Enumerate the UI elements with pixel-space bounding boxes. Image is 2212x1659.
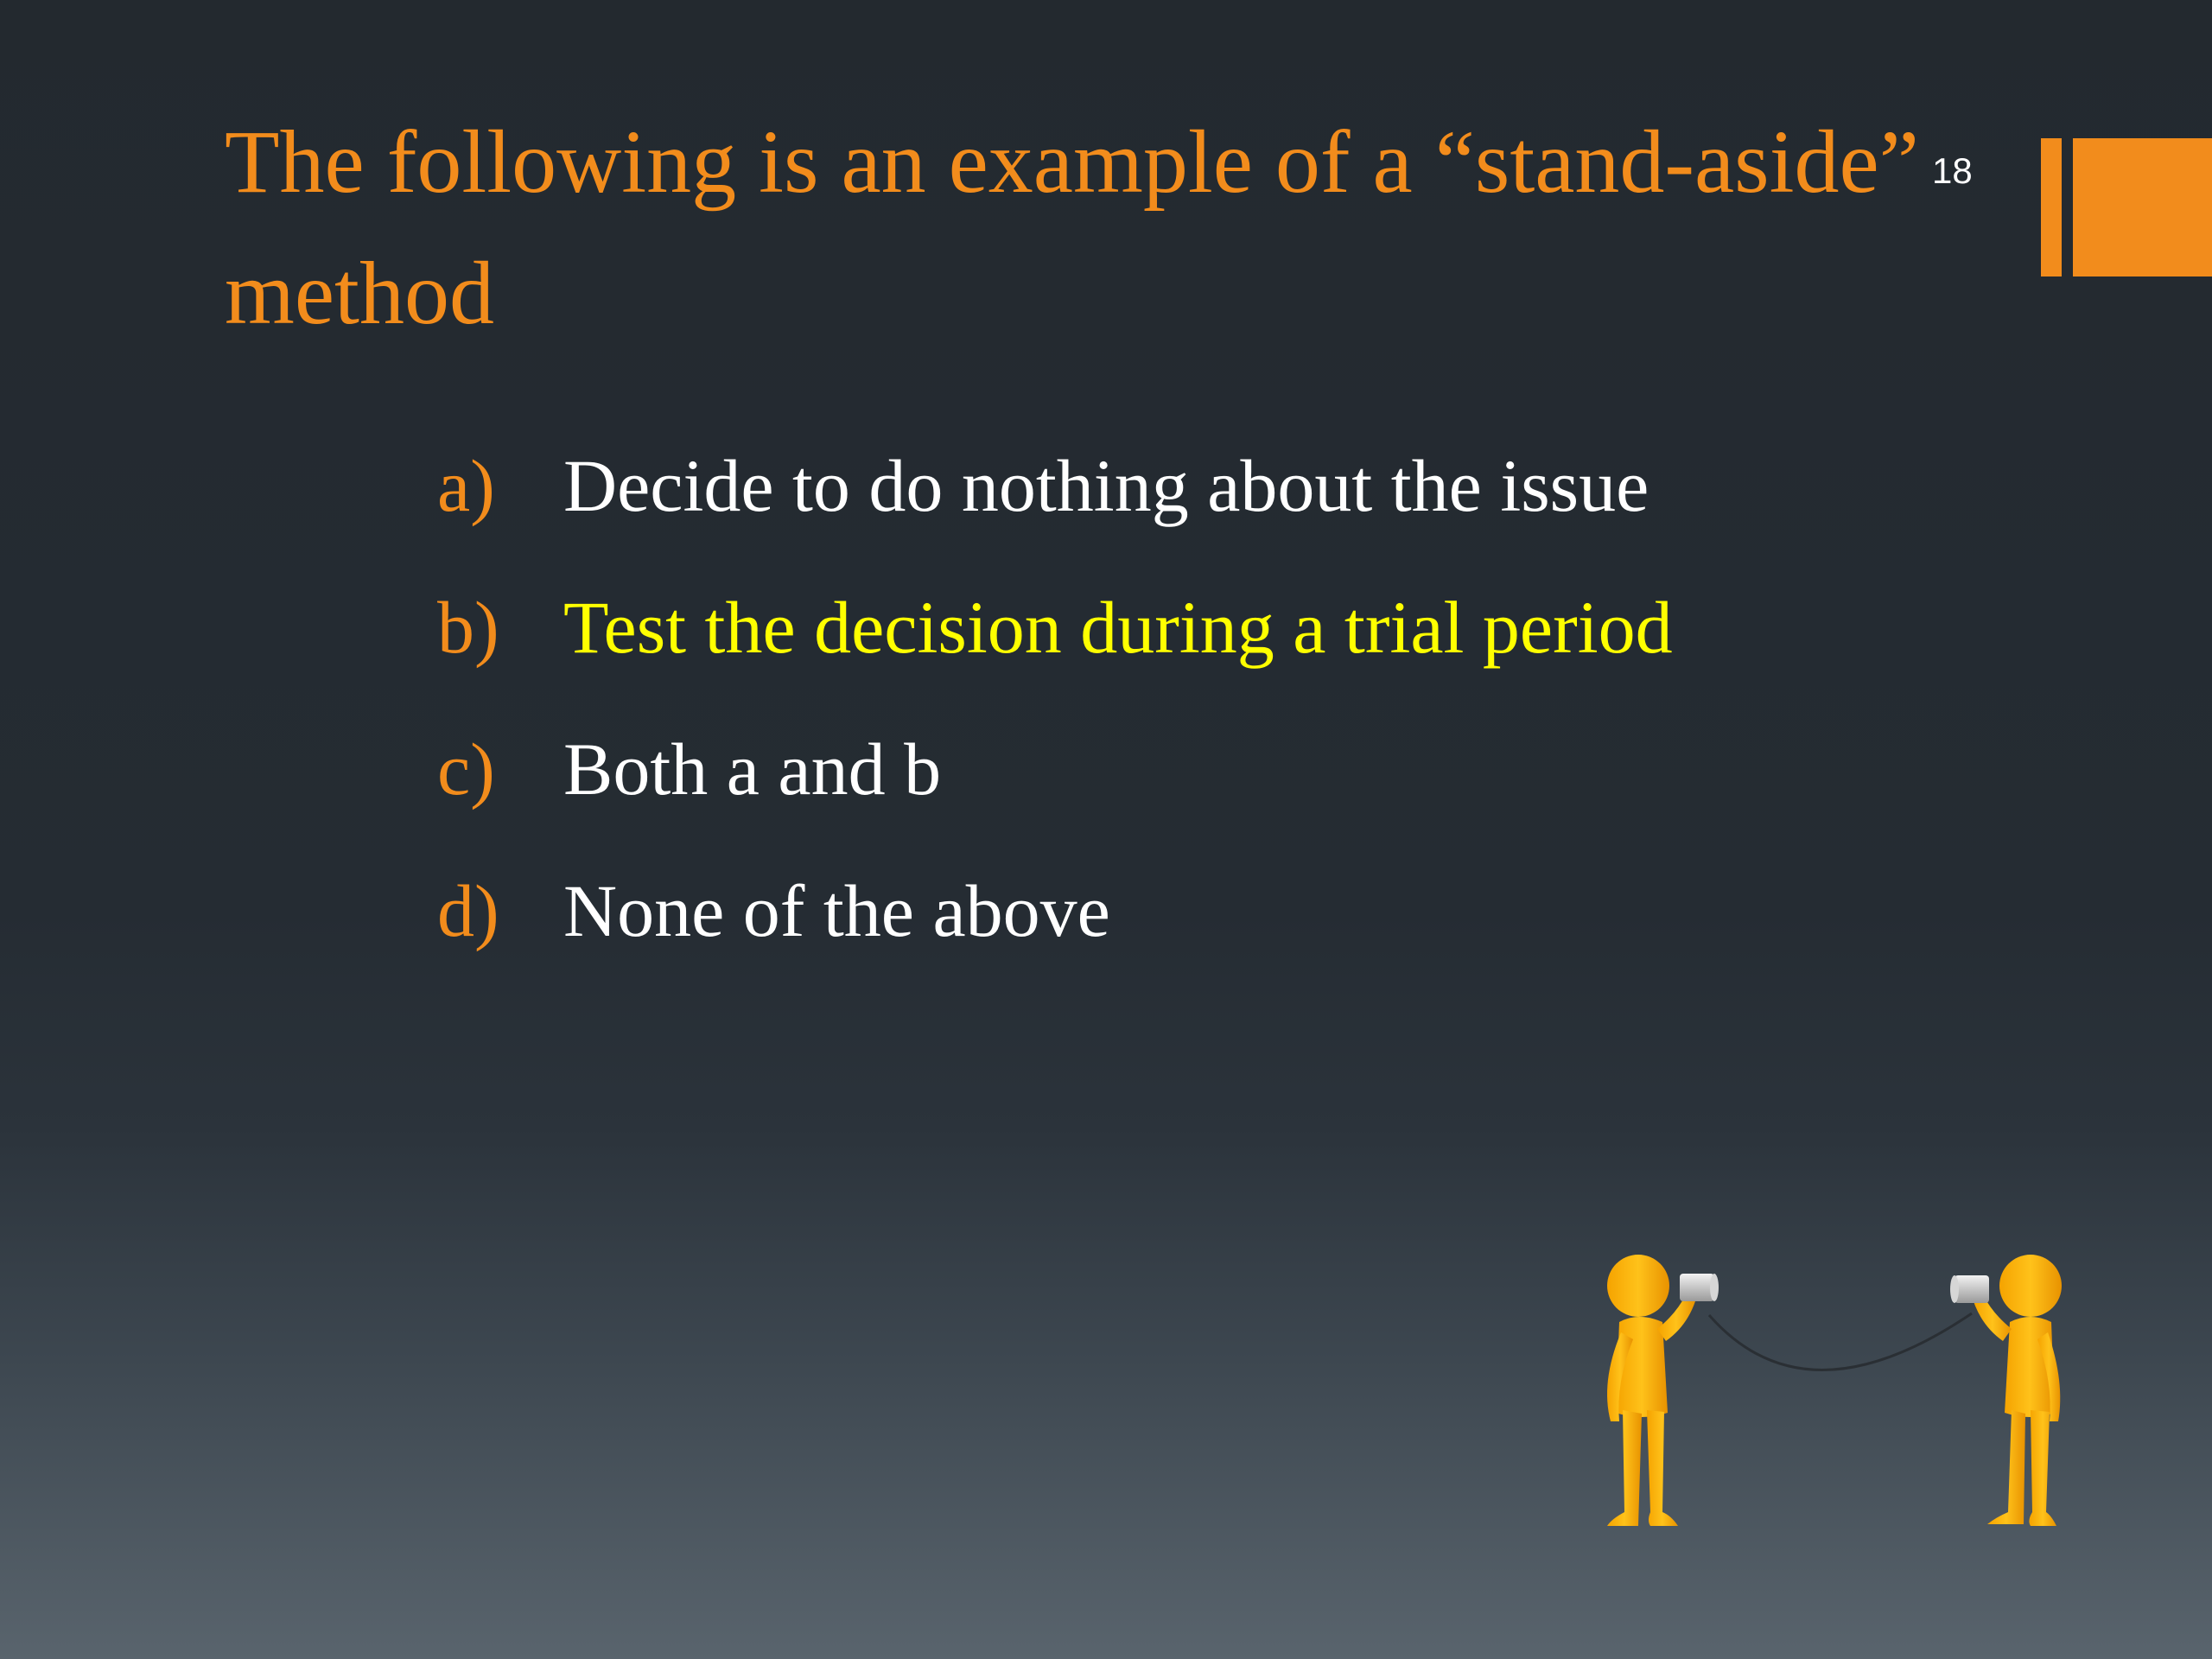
option-d [437, 857, 1673, 999]
left-figure [1607, 1255, 1719, 1526]
answer-options [437, 432, 1673, 999]
option-marker: d) [437, 869, 499, 952]
option-c [437, 715, 1673, 857]
option-marker: b) [437, 586, 499, 669]
accent-bar-thin [2041, 138, 2062, 276]
tin-can-phone-figures-icon [1581, 1253, 2082, 1538]
option-text-highlighted: Test the decision during a trial period [563, 586, 1673, 669]
slide-number: 18 [1932, 150, 1973, 191]
slide-title: The following is an example of a “stand-aside” method [225, 112, 1919, 343]
option-b [437, 574, 1673, 715]
right-figure [1950, 1255, 2062, 1526]
accent-bar-wide [2073, 138, 2212, 276]
option-text: None of the above [563, 869, 1110, 952]
option-marker: a) [437, 444, 495, 527]
option-marker: c) [437, 728, 495, 810]
option-a [437, 432, 1673, 574]
option-text: Both a and b [563, 728, 942, 810]
option-text: Decide to do nothing about the issue [563, 444, 1649, 527]
